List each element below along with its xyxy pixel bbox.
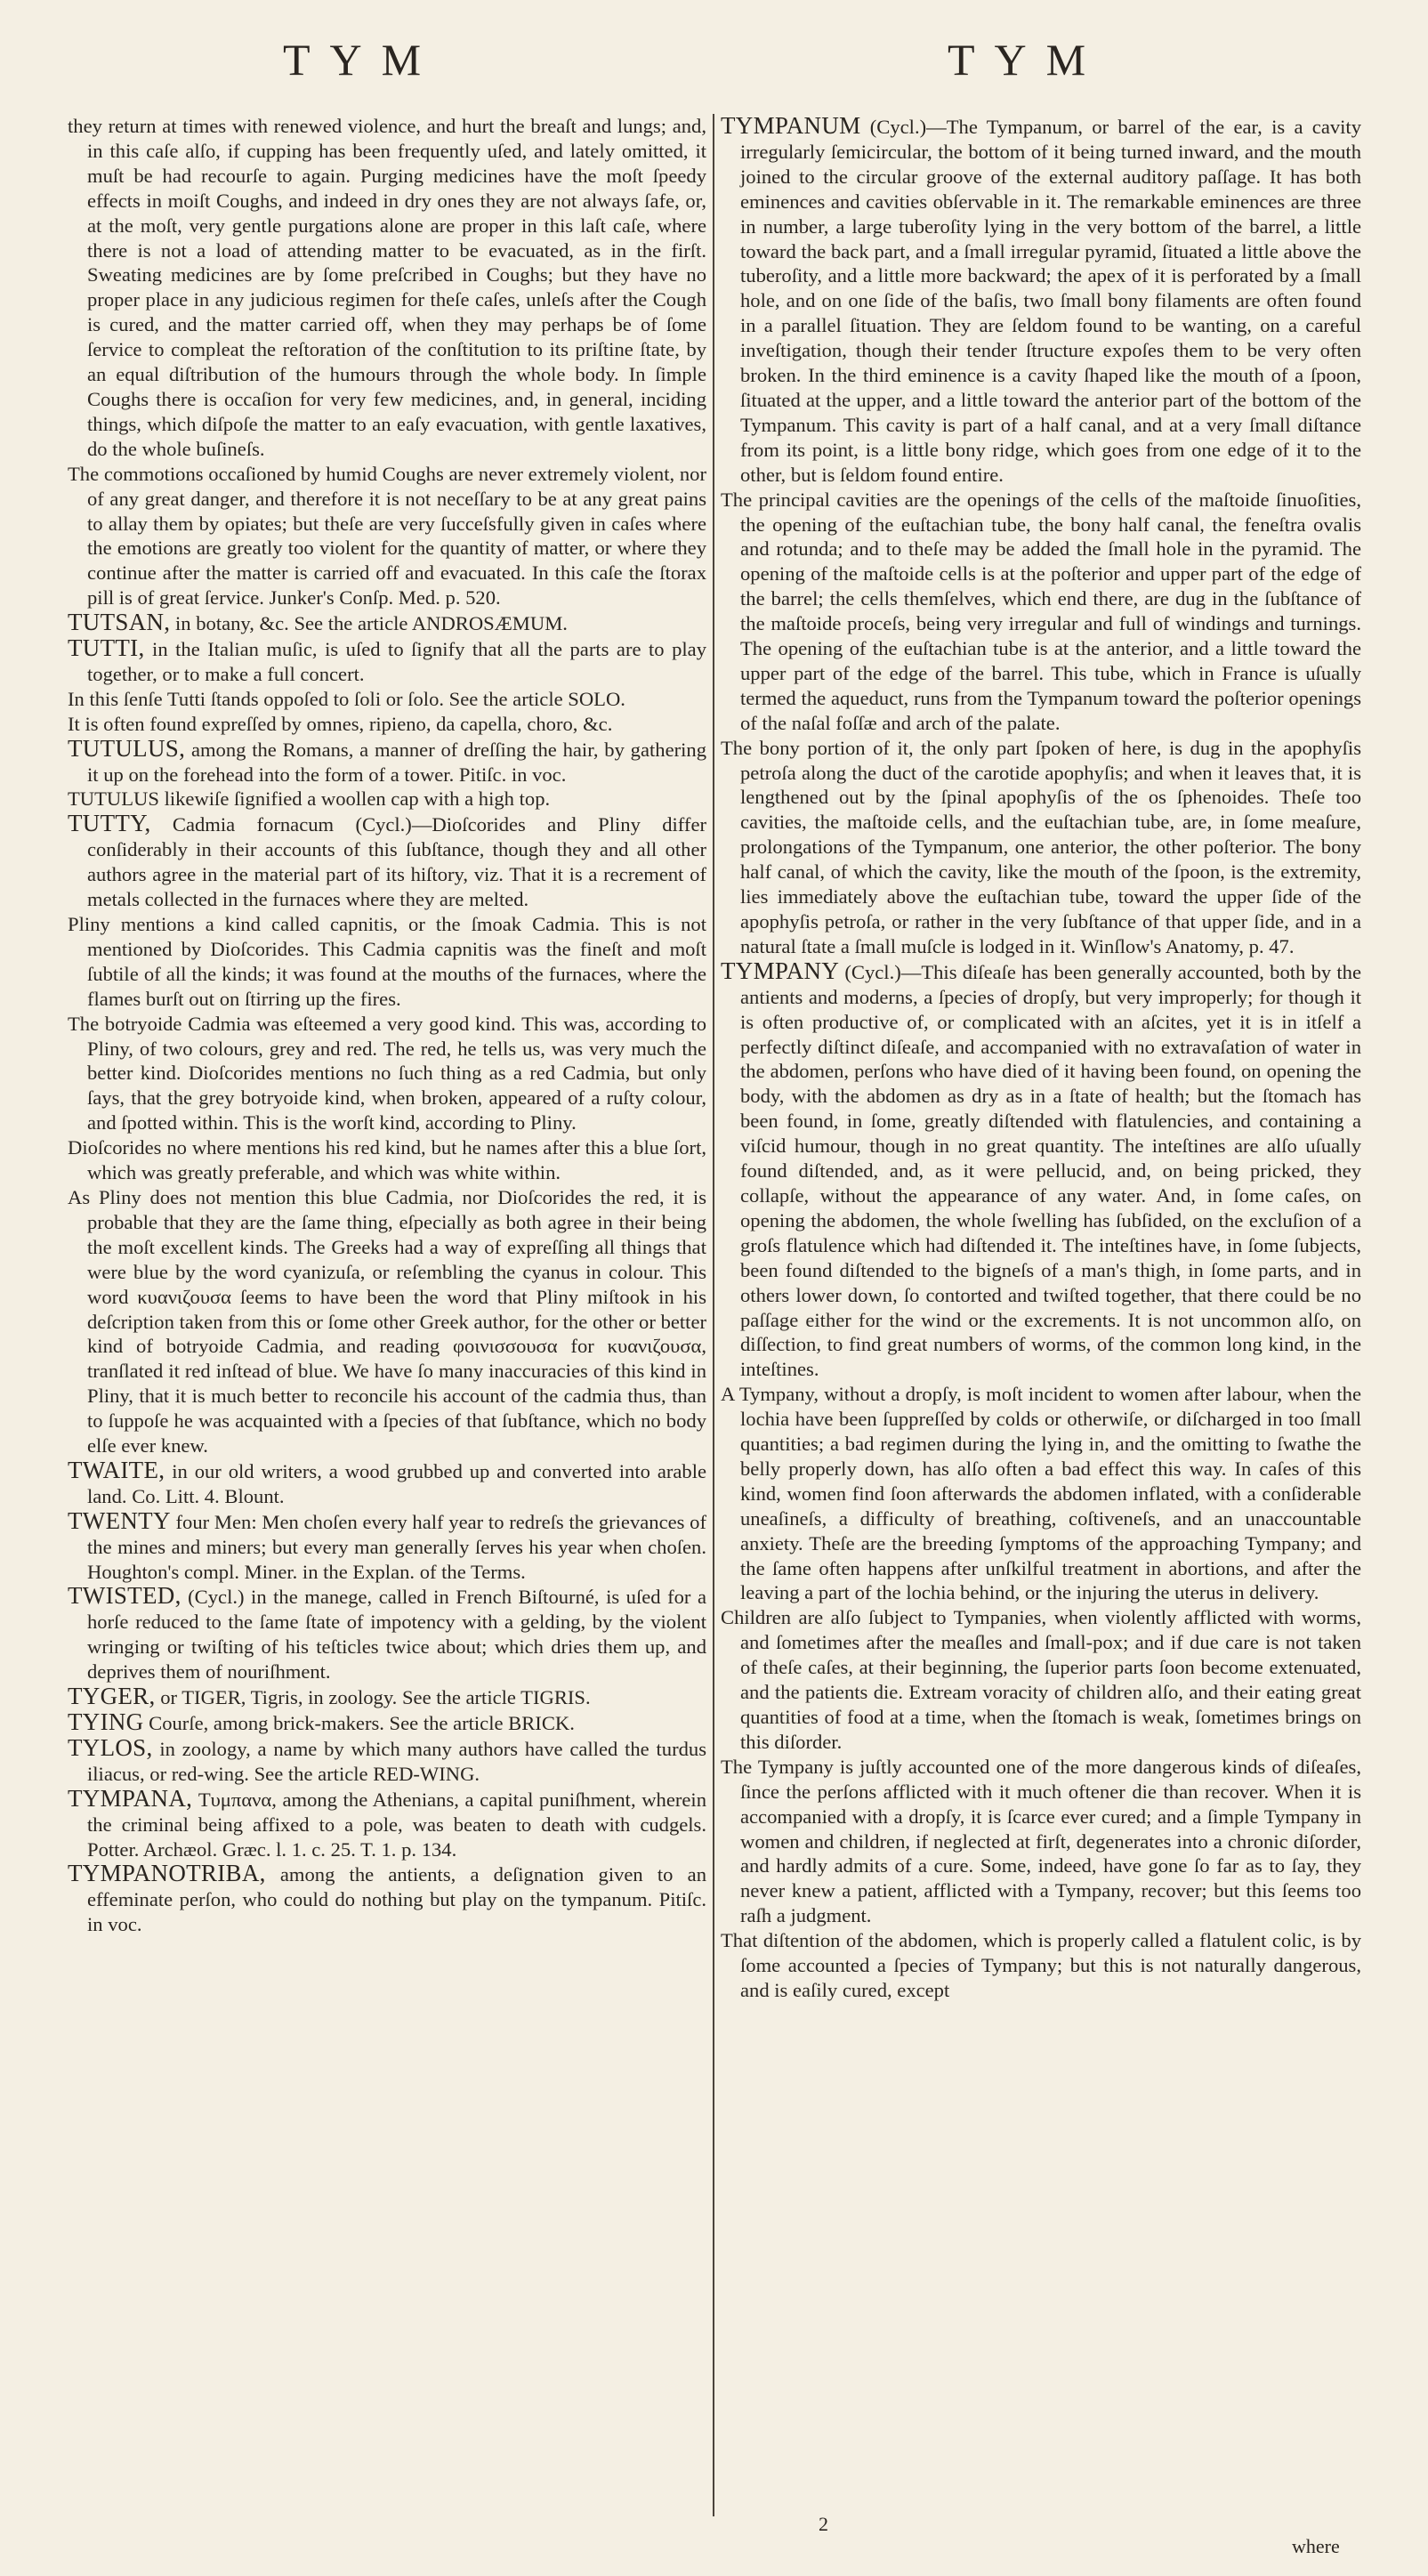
headword: TYMPANY xyxy=(721,957,840,984)
entry-text: (Cycl.)—This diſeaſe has been generally accounted, both by the antients and moderns, a ſpecies of dropſy, but very improperly; for though it is often productive of, or complicated with an aſcites, yet it is in itſelf a perfectly diſtinct diſeaſe, and accompanied with no extravaſation of water in the abdomen, perſons who have died of it having been found, on opening the body, with the abdomen as dry as in a ſtate of health; but the ſtomach has been found, in ſome, greatly diſtended with flatulencies, and containing a viſcid humour, though in no great quantity. The inteſtines are alſo uſually found diſtended, and, as it were pellucid, and, on being pricked, they collapſe, without the appearance of any water. And, in ſome caſes, on opening the abdomen, the whole ſwelling has ſubſided, on the excluſion of a groſs flatulence which had diſtended it. The inteſtines have, in ſome ſubjects, been found diſtended to the bigneſs of a man's thigh, in ſome parts, and in others lower down, ſo contorted and twiſted together, that there could be no paſſage either for the wind or the excrements. It is not uncommon alſo, on diſſection, to find great numbers of worms, of the common long kind, in the inteſtines. xyxy=(740,960,1361,1381)
entry-text: in botany, &c. See the article ANDROSÆMUM. xyxy=(170,612,568,635)
headword: TYMPANOTRIBA, xyxy=(68,1860,266,1887)
entry-text: Cadmia fornacum (Cycl.)—Dioſcorides and Pliny differ conſiderably in their accounts of this ſubſtance, though they and all other authors agree in the material part of its hiſtory, viz. That it is a recrement of metals collected in the furnaces where they are melted. xyxy=(87,813,706,911)
headword: TYING xyxy=(68,1708,144,1735)
headword: TUTTI, xyxy=(68,634,145,662)
entry-text: The botryoide Cadmia was eſteemed a very good kind. This was, according to Pliny, of two colours, grey and red. The red, he tells us, was very much the better kind. Dioſcorides mentions no ſuch thing as a red Cadmia, but only ſays, that the grey botryoide kind, when broken, appeared of a ruſty colour, and ſpotted within. This is the worſt kind, according to Pliny. xyxy=(68,1012,706,1135)
entry-paragraph xyxy=(721,1755,1361,1928)
entry-text: Courſe, among brick-makers. See the article BRICK. xyxy=(143,1712,575,1734)
entry-text: four Men: Men choſen every half year to redreſs the grievances of the mines and miners; but every man generally ſerves his year when choſen. Houghton's compl. Miner. in the Explan. of the Terms. xyxy=(87,1510,706,1583)
dictionary-entry xyxy=(68,1733,706,1787)
dictionary-entry xyxy=(68,1684,706,1710)
entry-text: The principal cavities are the openings of the cells of the maſtoide ſinuoſities, the opening of the euſtachian tube, the bony half canal, the feneſtra ovalis and rotunda; and to theſe may be added the ſmall hole in the pyramid. The opening of the maſtoide cells is at the poſterior and upper part of the edge of the barrel; the cells themſelves, which end there, are dug in the ſubſtance of the maſtoide proceſs, being very irregular and full of windings and turnings. The opening of the euſtachian tube is at the anterior, and a little toward the upper part of the edge of the barrel. This tube, which in France is uſually termed the aqueduct, runs from the Tympanum toward the poſterior openings of the naſal foſſæ and arch of the palate. xyxy=(721,488,1361,734)
running-header xyxy=(0,34,1428,96)
entry-paragraph xyxy=(68,912,706,1012)
entry-text: A Tympany, without a dropſy, is moſt incident to women after labour, when the lochia have been ſuppreſſed by colds or otherwiſe, or diſcharged in too ſmall quantities; a bad regimen during the lying in, and the omitting to ſwathe the belly properly down, has alſo often a bad effect this way. In caſes of this kind, women find ſoon afterwards the abdomen inflated, with a conſiderable uneaſineſs, a difficulty of breathing, coſtiveneſs, and an unaccountable anxiety. Theſe are the breeding ſymptoms of the approaching Tympany; and the ſame often happens after unſkilful treatment in abortions, and after the leaving a part of the lochia behind, or the injuring the uterus in delivery. xyxy=(721,1383,1361,1604)
headword: TWISTED, xyxy=(68,1582,182,1610)
entry-paragraph xyxy=(721,1605,1361,1754)
dictionary-entry xyxy=(68,1458,706,1509)
entry-text: (Cycl.) in the manege, called in French Biſtourné, is uſed for a horſe reduced to the ſame ſtate of impotency with a gelding, by the violent wringing or twiſting of his teſticles twice about; which dries them up, and deprives them of nouriſhment. xyxy=(87,1586,706,1684)
entry-text: in the Italian muſic, is uſed to ſignify that all the parts are to play together, or to make a full concert. xyxy=(87,638,706,685)
entry-paragraph xyxy=(68,114,706,462)
dictionary-entry xyxy=(68,812,706,912)
entry-text: among the antients, a deſignation given to an effeminate perſon, who could do nothing but play on the tympanum. Pitiſc. in voc. xyxy=(87,1863,706,1936)
entry-text: The Tympany is juſtly accounted one of the more dangerous kinds of diſeaſes, ſince the perſons afflicted with it much oftener die than recover. When it is accompanied with a dropſy, it is ſcarce ever cured; and a ſimple Tympany in women and children, if neglected at firſt, degenerates into a chronic diſorder, and hardly admits of a cure. Some, indeed, have gone ſo far as to ſay, they never knew a patient, afflicted with a Tympany, recover; but this ſeems too raſh a judgment. xyxy=(721,1755,1361,1927)
entry-text: As Pliny does not mention this blue Cadmia, nor Dioſcorides the red, it is probable that they are the ſame thing, eſpecially as both agree in their being the moſt excellent kinds. The Greeks had a way of expreſſing all things that were blue by the word cyanizuſa, or reſembling the cyanus in colour. This word κυανιζουσα ſeems to have been the word that Pliny miſtook in his deſcription taken from this or ſome other Greek author, for the other or better kind of botryoide Cadmia, and reading φοινισσουσα for κυανιζουσα, tranſlated it red inſtead of blue. We have ſo many inaccuracies of this kind in Pliny, that it is much better to reconcile his account of the cadmia thus, than to ſuppoſe he was acquainted with a ſpecies of that ſubſtance, which no body elſe ever knew. xyxy=(68,1185,706,1458)
headword: TUTULUS, xyxy=(68,734,186,762)
left-column xyxy=(68,114,706,1937)
entry-paragraph xyxy=(721,488,1361,736)
entry-paragraph xyxy=(68,687,706,712)
dictionary-entry xyxy=(68,1710,706,1736)
entry-text: in our old writers, a wood grubbed up and converted into arable land. Co. Litt. 4. Blount. xyxy=(87,1459,706,1507)
dictionary-entry xyxy=(721,114,1361,488)
entry-text: The bony portion of it, the only part ſpoken of here, is dug in the apophyſis petroſa along the duct of the carotide apophyſis; and when it leaves that, it is lengthened out by the ſpinal apophyſis of the os ſphenoides. Theſe too cavities, the maſtoide cells, and the euſtachian tube, are, in ſome meaſure, prolongations of the Tympanum, one anterior, the other poſterior. The bony half canal, of which the cavity, like the mouth of the ſpoon, is the extremity, lies immediately above the euſtachian tube, toward the upper ſide of the apophyſis petroſa, or rather in the very ſubſtance of that upper ſide, and in a natural ſtate a ſmall muſcle is lodged in it. Winſlow's Anatomy, p. 47. xyxy=(721,736,1361,957)
headword: TWAITE, xyxy=(68,1456,165,1483)
catchword: where xyxy=(1292,2535,1340,2557)
entry-text: (Cycl.)—The Tympanum, or barrel of the ear, is a cavity irregularly ſemicircular, the bottom of it being turned inward, and the mouth joined to the circular groove of the external auditory paſſage. It has both eminences and cavities obſervable in it. The remarkable eminences are three in number, a large tuberoſity lying in the very bottom of the barrel, a little toward the back part, and a ſmall irregular pyramid, ſituated a little above the tuberoſity, and a little more backward; the apex of it is perforated by a ſmall hole, and on one ſide of the baſis, two ſmall bony filaments are often found in a parallel ſituation. They are ſeldom found to be wanting, on a careful inveſtigation, though their tender ſtructure expoſes them to be very often broken. In the third eminence is a cavity ſhaped like the mouth of a ſpoon, ſituated at the upper, and a little toward the anterior part of the bottom of the Tympanum. This cavity is part of a half canal, and at a very ſmall diſtance from its point, is a little bony ridge, which goes from one edge of it to the other, but is ſeldom found entire. xyxy=(740,116,1361,486)
headword: TYGER, xyxy=(68,1683,156,1710)
entry-text: or TIGER, Tigris, in zoology. See the article TIGRIS. xyxy=(155,1686,591,1709)
entry-text: among the Romans, a manner of dreſſing the hair, by gathering it up on the forehead into the form of a tower. Pitiſc. in voc. xyxy=(87,738,706,786)
header-left: TYM xyxy=(283,35,441,85)
entry-paragraph xyxy=(68,712,706,737)
headword: TYLOS, xyxy=(68,1733,153,1761)
entry-paragraph xyxy=(721,736,1361,959)
entry-text: It is often found expreſſed by omnes, ripieno, da capella, choro, &c. xyxy=(68,712,613,735)
dictionary-entry xyxy=(68,636,706,687)
entry-text: Children are alſo ſubject to Tympanies, when violently afflicted with worms, and ſometimes after the meaſles and ſmall-pox; and if due care is not taken of theſe caſes, at their beginning, the ſuperior parts ſoon become extenuated, and the patients die. Extream voracity of children alſo, and their eating great quantities of food at a time, when the ſtomach is weak, ſometimes brings on this diſorder. xyxy=(721,1606,1361,1753)
dictionary-entry xyxy=(68,1784,706,1862)
entry-text: In this ſenſe Tutti ſtands oppoſed to ſoli or ſolo. See the article SOLO. xyxy=(68,687,625,710)
entry-text: The commotions occaſioned by humid Coughs are never extremely violent, nor of any great danger, and therefore it is not neceſſary to be at any great pains to allay them by opiates; but theſe are very ſucceſsfully given in caſes where the emotions are greatly too violent for the quantity of matter, or where they continue after the matter is carried off and evacuated. In this caſe the ſtorax pill is of great ſervice. Junker's Conſp. Med. p. 520. xyxy=(68,462,706,610)
entry-paragraph xyxy=(68,787,706,812)
entry-text: Τυμπανα, among the Athenians, a capital puniſhment, wherein the criminal being affixed to a pole, was beaten to death with cudgels. Potter. Archæol. Græc. l. 1. c. 25. T. 1. p. 134. xyxy=(87,1788,706,1861)
entry-text: in zoology, a name by which many authors have called the turdus iliacus, or red-wing. See the article RED-WING. xyxy=(87,1737,706,1785)
entry-text: TUTULUS likewiſe ſignified a woollen cap with a high top. xyxy=(68,787,551,811)
dictionary-entry xyxy=(68,1861,706,1937)
entry-paragraph xyxy=(721,1382,1361,1605)
entry-paragraph xyxy=(721,1928,1361,2003)
entry-text: Pliny mentions a kind called capnitis, or the ſmoak Cadmia. This is not mentioned by Dioſcorides. This Cadmia capnitis was the fineſt and moſt ſubtile of all the kinds; it was found at the mouths of the furnaces, where the flames burſt out on ſtirring up the fires. xyxy=(68,913,706,1010)
entry-text: they return at times with renewed violence, and hurt the breaſt and lungs; and, in this caſe alſo, if cupping has been frequently uſed, and lately omitted, it muſt be had recourſe to again. Purging medicines have the moſt ſpeedy effects in moiſt Coughs, and indeed in dry ones they are not always ſafe, or, at the moſt, very gentle purgations alone are proper in this laſt caſe, where there is not a load of attending matter to be evacuated, as in the firſt. Sweating medicines are by ſome preſcribed in Coughs; but they have no proper place in any judicious regimen for theſe caſes, unleſs after the Cough is cured, and the matter carried off, when they may perhaps be of ſome ſervice to compleat the reſtoration of the conſtitution to its priſtine ſtate, by an equal diſtribution of the humours through the whole body. In ſimple Coughs there is occaſion for very few medicines, and, in general, inciding things, which diſpoſe the matter to an eaſy evacuation, with gentle laxatives, do the whole buſineſs. xyxy=(68,115,706,460)
headword: TYMPANA, xyxy=(68,1784,193,1812)
dictionary-entry xyxy=(68,1506,706,1585)
entry-paragraph xyxy=(68,462,706,610)
entry-text: Dioſcorides no where mentions his red kind, but he names after this a blue ſort, which was greatly preferable, and which was white within. xyxy=(68,1136,706,1184)
header-right: TYM xyxy=(948,35,1106,85)
entry-paragraph xyxy=(68,1012,706,1136)
entry-paragraph xyxy=(68,1135,706,1185)
headword: TWENTY xyxy=(68,1506,171,1534)
entry-paragraph xyxy=(68,1185,706,1458)
entry-text: That diſtention of the abdomen, which is properly called a flatulent colic, is by ſome accounted a ſpecies of Tympany; but this is not naturally dangerous, and is eaſily cured, except xyxy=(721,1929,1361,2001)
dictionary-entry xyxy=(721,959,1361,1382)
dictionary-entry xyxy=(68,1584,706,1684)
headword: TUTSAN, xyxy=(68,609,171,636)
dictionary-entry xyxy=(68,610,706,636)
headword: TYMPANUM xyxy=(721,112,861,139)
dictionary-entry xyxy=(68,734,706,787)
right-column xyxy=(721,114,1361,2003)
page-number: 2 xyxy=(819,2513,828,2535)
column-divider xyxy=(713,114,714,2516)
headword: TUTTY, xyxy=(68,810,151,837)
